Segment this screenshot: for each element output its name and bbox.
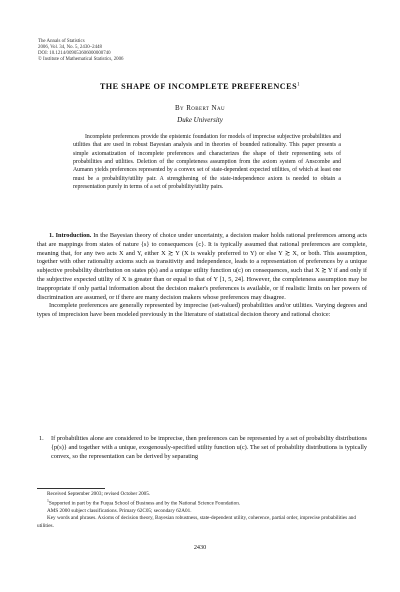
- list-item: [37, 435, 367, 461]
- list-item-text: If probabilities alone are considered to be imprecise, then preferences can be represented by a set of probability distributions {p(s)} and together with a unique, exogenously-specified utility function u(c). The set of probability distributions is typically convex, so the representation can be derived by separating: [51, 435, 367, 460]
- received-note: Received September 2003; revised October 2005.: [47, 491, 151, 497]
- journal-copyright: © Institute of Mathematical Statistics, 2006: [38, 57, 124, 63]
- section-heading: 1. Introduction.: [49, 232, 92, 239]
- introduction-section: [37, 232, 367, 320]
- title-footnote-mark: 1: [297, 82, 301, 88]
- support-footnote-text: Supported in part by the Fuqua School of Business and by the National Science Foundation.: [48, 500, 241, 507]
- paper-title-block: [0, 82, 400, 91]
- journal-name: The Annals of Statistics: [38, 39, 85, 44]
- intro-paragraph-2: Incomplete preferences are generally represented by imprecise (set-valued) probabilities and/or utilities. Varying degrees and types of imprecision have been modeled previously in the literature of statistical decision theory and rational choice:: [37, 302, 367, 319]
- page-number: 2430: [193, 544, 207, 551]
- author-affiliation: Duke University: [177, 116, 223, 124]
- footnote-rule: [37, 488, 105, 489]
- list-item-number: 1.: [39, 435, 44, 442]
- journal-doi: DOI: 10.1214/009053606000000740: [38, 51, 111, 57]
- intro-paragraph-1: [37, 232, 367, 302]
- paper-title: THE SHAPE OF INCOMPLETE PREFERENCES: [99, 82, 298, 91]
- journal-volume: 2006, Vol. 34, No. 5, 2430–2448: [38, 45, 102, 51]
- author-name: By Robert Nau: [174, 104, 225, 112]
- footnotes: [37, 491, 367, 530]
- keywords: Key words and phrases. Axioms of decision theory, Bayesian robustness, state-dependent utility, coherence, partial order, imprecise probabilities and utilities.: [37, 515, 356, 529]
- enumerated-list: [37, 435, 367, 461]
- intro-paragraph-1-text: In the Bayesian theory of choice under uncertainty, a decision maker holds rational preferences among acts that are mappings from states of nature {s} to consequences {c}. It is typically assumed that rational preferences are complete, meaning that, for any two acts X and Y, either X ≿ Y (X is weakly preferred to Y) or else Y ≿ X, or both. This assumption, together with other rationality axioms such as transitivity and independence, leads to a representation of preferences by a unique subjective probability distribution on states p(s) and a unique utility function u(c) on consequences, such that X ≿ Y if and only if the subjective expected utility of X is greater than or equal to that of Y [1, 5, 24]. However, the completeness assumption may be inappropriate if only partial information about the decision maker's preferences is available, or if realistic limits on her powers of discrimination are assumed, or if there are many decision makers whose preferences may disagree.: [37, 232, 368, 301]
- support-footnote-mark: 1: [47, 499, 49, 504]
- support-footnote: [37, 498, 367, 508]
- ams-classification: AMS 2000 subject classifications. Primary 62C05; secondary 62A01.: [47, 508, 192, 515]
- abstract: Incomplete preferences provide the epistemic foundation for models of imprecise subjective probabilities and utilities that are used in robust Bayesian analysis and in theories of bounded rationality. This paper presents a simple axiomatization of incomplete preferences and characterizes the shape of their representing sets of probabilities and utilities. Deletion of the completeness assumption from the axiom system of Anscombe and Aumann yields preferences represented by a convex set of state-dependent expected utilities, of which at least one must be a probability/utility pair. A strengthening of the state-independence axiom is needed to obtain a representation purely in terms of a set of probability/utility pairs.: [73, 134, 341, 190]
- journal-masthead: [38, 39, 123, 63]
